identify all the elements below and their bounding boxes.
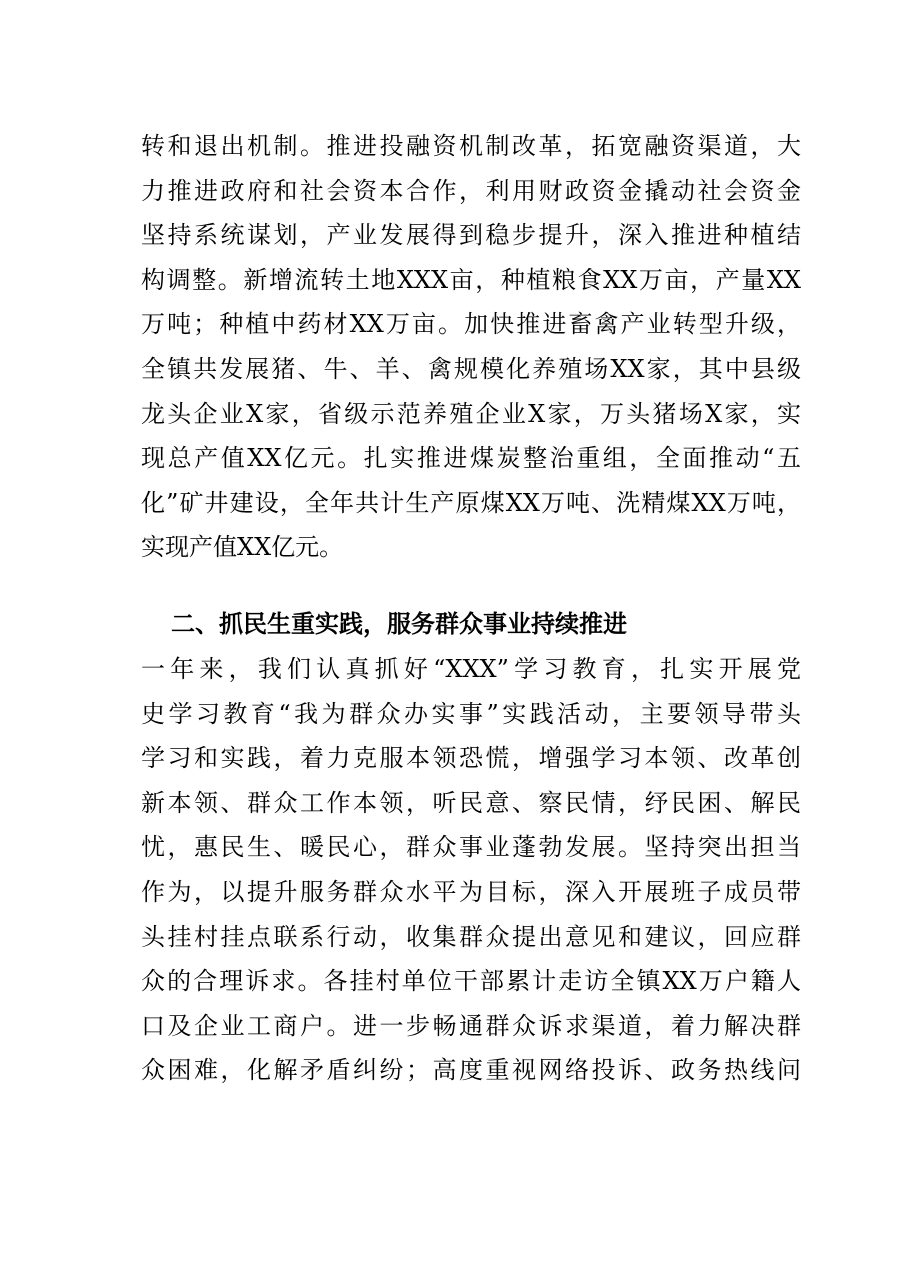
- paragraph-2-line: 众的合理诉求。各挂村单位干部累计走访全镇XX万户籍人: [141, 967, 801, 996]
- paragraph-2: [141, 647, 801, 1093]
- paragraph-2-line: 口及企业工商户。进一步畅通群众诉求渠道，着力解决群: [141, 1011, 801, 1040]
- paragraph-2-line: 新本领、群众工作本领，听民意、察民情，纾民困、解民: [141, 788, 801, 817]
- paragraph-2-line: 一年来，我们认真抓好“XXX”学习教育，扎实开展党: [141, 655, 801, 683]
- paragraph-1-line: 全镇共发展猪、牛、羊、禽规模化养殖场XX家，其中县级: [141, 354, 801, 383]
- paragraph-1-line: 实现产值XX亿元。: [141, 533, 344, 562]
- paragraph-1-line: 构调整。新增流转土地XXX亩，种植粮食XX万亩，产量XX: [141, 265, 801, 294]
- paragraph-1-line: 转和退出机制。推进投融资机制改革，拓宽融资渠道，大: [141, 132, 801, 160]
- paragraph-1-line: 龙头企业X家，省级示范养殖企业X家，万头猪场X家，实: [141, 399, 801, 428]
- section-heading-block: [141, 602, 801, 647]
- paragraph-2-line: 作为，以提升服务群众水平为目标，深入开展班子成员带: [141, 877, 801, 906]
- section-heading: 二、抓民生重实践，服务群众事业持续推进: [171, 609, 627, 638]
- paragraph-2-line: 忧，惠民生、暖民心，群众事业蓬勃发展。坚持突出担当: [141, 833, 801, 862]
- paragraph-1-line: 化”矿井建设，全年共计生产原煤XX万吨、洗精煤XX万吨，: [141, 488, 801, 517]
- paragraph-2-line: 众困难，化解矛盾纠纷；高度重视网络投诉、政务热线问: [141, 1056, 801, 1085]
- paragraph-1-line: 力推进政府和社会资本合作，利用财政资金撬动社会资金: [141, 176, 801, 205]
- paragraph-1: [141, 124, 801, 570]
- paragraph-1-line: 万吨；种植中药材XX万亩。加快推进畜禽产业转型升级，: [141, 310, 801, 339]
- paragraph-1-line: 坚持系统谋划，产业发展得到稳步提升，深入推进种植结: [141, 221, 801, 250]
- paragraph-2-line: 头挂村挂点联系行动，收集群众提出意见和建议，回应群: [141, 922, 801, 951]
- paragraph-2-line: 史学习教育“我为群众办实事”实践活动，主要领导带头: [141, 699, 801, 728]
- paragraph-2-line: 学习和实践，着力克服本领恐慌，增强学习本领、改革创: [141, 744, 801, 773]
- paragraph-1-line: 现总产值XX亿元。扎实推进煤炭整治重组，全面推动“五: [141, 444, 801, 473]
